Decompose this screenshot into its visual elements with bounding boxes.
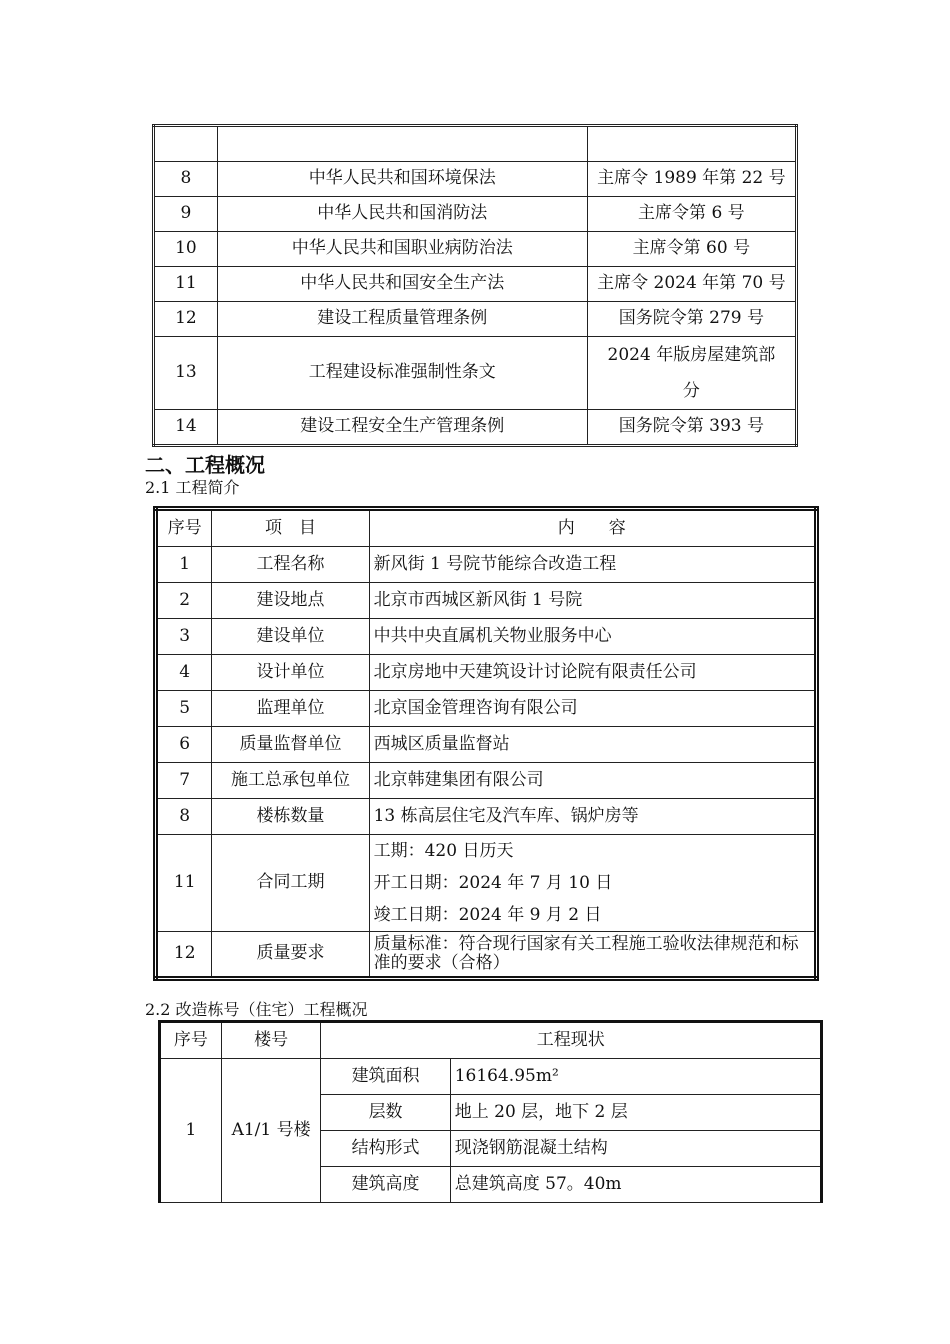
table-header-row bbox=[160, 1022, 822, 1059]
law-no: 11 bbox=[154, 267, 218, 302]
column-header: 序号 bbox=[160, 1022, 222, 1059]
law-no: 8 bbox=[154, 162, 218, 197]
period-end-date: 竣工日期：2024 年 9 月 2 日 bbox=[373, 905, 602, 925]
row-item: 合同工期 bbox=[212, 835, 369, 932]
table-row bbox=[160, 1059, 822, 1095]
law-no: 13 bbox=[154, 337, 218, 410]
table-header-row bbox=[156, 509, 817, 547]
law-ref: 2024 年版房屋建筑部分 bbox=[587, 337, 796, 410]
table-row bbox=[156, 547, 817, 583]
table-row-contract-period bbox=[156, 835, 817, 932]
law-no: 10 bbox=[154, 232, 218, 267]
row-content bbox=[369, 835, 816, 932]
law-name: 建设工程质量管理条例 bbox=[217, 302, 587, 337]
attr-value: 总建筑高度 57。40m bbox=[450, 1167, 821, 1203]
period-start-date: 开工日期：2024 年 7 月 10 日 bbox=[373, 873, 613, 893]
column-header: 工程现状 bbox=[321, 1022, 822, 1059]
law-ref: 国务院令第 279 号 bbox=[587, 302, 796, 337]
row-no: 5 bbox=[156, 691, 212, 727]
table-row bbox=[156, 655, 817, 691]
law-ref: 主席令 1989 年第 22 号 bbox=[587, 162, 796, 197]
law-name bbox=[217, 126, 587, 162]
law-name: 中华人民共和国消防法 bbox=[217, 197, 587, 232]
row-no: 2 bbox=[156, 583, 212, 619]
column-header: 项 目 bbox=[212, 509, 369, 547]
row-content: 中共中央直属机关物业服务中心 bbox=[369, 619, 816, 655]
row-content: 北京韩建集团有限公司 bbox=[369, 763, 816, 799]
attr-label: 结构形式 bbox=[321, 1131, 450, 1167]
row-item: 质量要求 bbox=[212, 932, 369, 979]
attr-label: 建筑面积 bbox=[321, 1059, 450, 1095]
subsection-title-buildings: 2.2 改造栋号（住宅）工程概况 bbox=[145, 1000, 368, 1019]
table-row bbox=[154, 232, 797, 267]
law-name: 中华人民共和国职业病防治法 bbox=[217, 232, 587, 267]
law-no: 12 bbox=[154, 302, 218, 337]
row-content: 北京国金管理咨询有限公司 bbox=[369, 691, 816, 727]
row-content: 13 栋高层住宅及汽车库、锅炉房等 bbox=[369, 799, 816, 835]
row-no: 6 bbox=[156, 727, 212, 763]
law-ref: 主席令第 6 号 bbox=[587, 197, 796, 232]
laws-table bbox=[152, 124, 798, 447]
law-ref: 主席令 2024 年第 70 号 bbox=[587, 267, 796, 302]
row-item: 工程名称 bbox=[212, 547, 369, 583]
table-row bbox=[156, 763, 817, 799]
subsection-title-intro: 2.1 工程简介 bbox=[145, 478, 240, 497]
period-duration: 工期：420 日历天 bbox=[373, 841, 514, 861]
table-row bbox=[154, 337, 797, 410]
building-no: 1 bbox=[160, 1059, 222, 1203]
table-row bbox=[156, 727, 817, 763]
table-row bbox=[154, 410, 797, 446]
table-row bbox=[154, 162, 797, 197]
row-no: 8 bbox=[156, 799, 212, 835]
row-item: 施工总承包单位 bbox=[212, 763, 369, 799]
table-row bbox=[154, 126, 797, 162]
attr-value: 16164.95m² bbox=[450, 1059, 821, 1095]
building-table bbox=[158, 1020, 823, 1203]
row-no: 1 bbox=[156, 547, 212, 583]
table-row bbox=[156, 799, 817, 835]
law-no: 14 bbox=[154, 410, 218, 446]
row-no: 7 bbox=[156, 763, 212, 799]
law-ref: 主席令第 60 号 bbox=[587, 232, 796, 267]
row-item: 监理单位 bbox=[212, 691, 369, 727]
table-row bbox=[154, 197, 797, 232]
row-no: 3 bbox=[156, 619, 212, 655]
row-content: 质量标准：符合现行国家有关工程施工验收法律规范和标准的要求（合格） bbox=[369, 932, 816, 979]
table-row bbox=[154, 267, 797, 302]
row-no: 12 bbox=[156, 932, 212, 979]
law-no bbox=[154, 126, 218, 162]
law-ref: 国务院令第 393 号 bbox=[587, 410, 796, 446]
attr-label: 建筑高度 bbox=[321, 1167, 450, 1203]
attr-label: 层数 bbox=[321, 1095, 450, 1131]
project-intro-table bbox=[153, 506, 819, 981]
row-content: 西城区质量监督站 bbox=[369, 727, 816, 763]
row-item: 楼栋数量 bbox=[212, 799, 369, 835]
row-item: 建设单位 bbox=[212, 619, 369, 655]
row-no: 4 bbox=[156, 655, 212, 691]
law-name: 中华人民共和国环境保法 bbox=[217, 162, 587, 197]
law-name: 中华人民共和国安全生产法 bbox=[217, 267, 587, 302]
law-no: 9 bbox=[154, 197, 218, 232]
column-header: 内 容 bbox=[369, 509, 816, 547]
column-header: 楼号 bbox=[221, 1022, 321, 1059]
row-no: 11 bbox=[156, 835, 212, 932]
row-content: 北京市西城区新风街 1 号院 bbox=[369, 583, 816, 619]
law-name: 工程建设标准强制性条文 bbox=[217, 337, 587, 410]
row-item: 建设地点 bbox=[212, 583, 369, 619]
row-content: 北京房地中天建筑设计讨论院有限责任公司 bbox=[369, 655, 816, 691]
section-title: 二、工程概况 bbox=[145, 453, 265, 477]
law-ref bbox=[587, 126, 796, 162]
row-content: 新风街 1 号院节能综合改造工程 bbox=[369, 547, 816, 583]
attr-value: 地上 20 层，地下 2 层 bbox=[450, 1095, 821, 1131]
row-item: 设计单位 bbox=[212, 655, 369, 691]
building-name: A1/1 号楼 bbox=[221, 1059, 321, 1203]
row-item: 质量监督单位 bbox=[212, 727, 369, 763]
law-name: 建设工程安全生产管理条例 bbox=[217, 410, 587, 446]
table-row bbox=[156, 583, 817, 619]
table-row-quality bbox=[156, 932, 817, 979]
table-row bbox=[156, 691, 817, 727]
column-header: 序号 bbox=[156, 509, 212, 547]
table-row bbox=[156, 619, 817, 655]
attr-value: 现浇钢筋混凝土结构 bbox=[450, 1131, 821, 1167]
table-row bbox=[154, 302, 797, 337]
